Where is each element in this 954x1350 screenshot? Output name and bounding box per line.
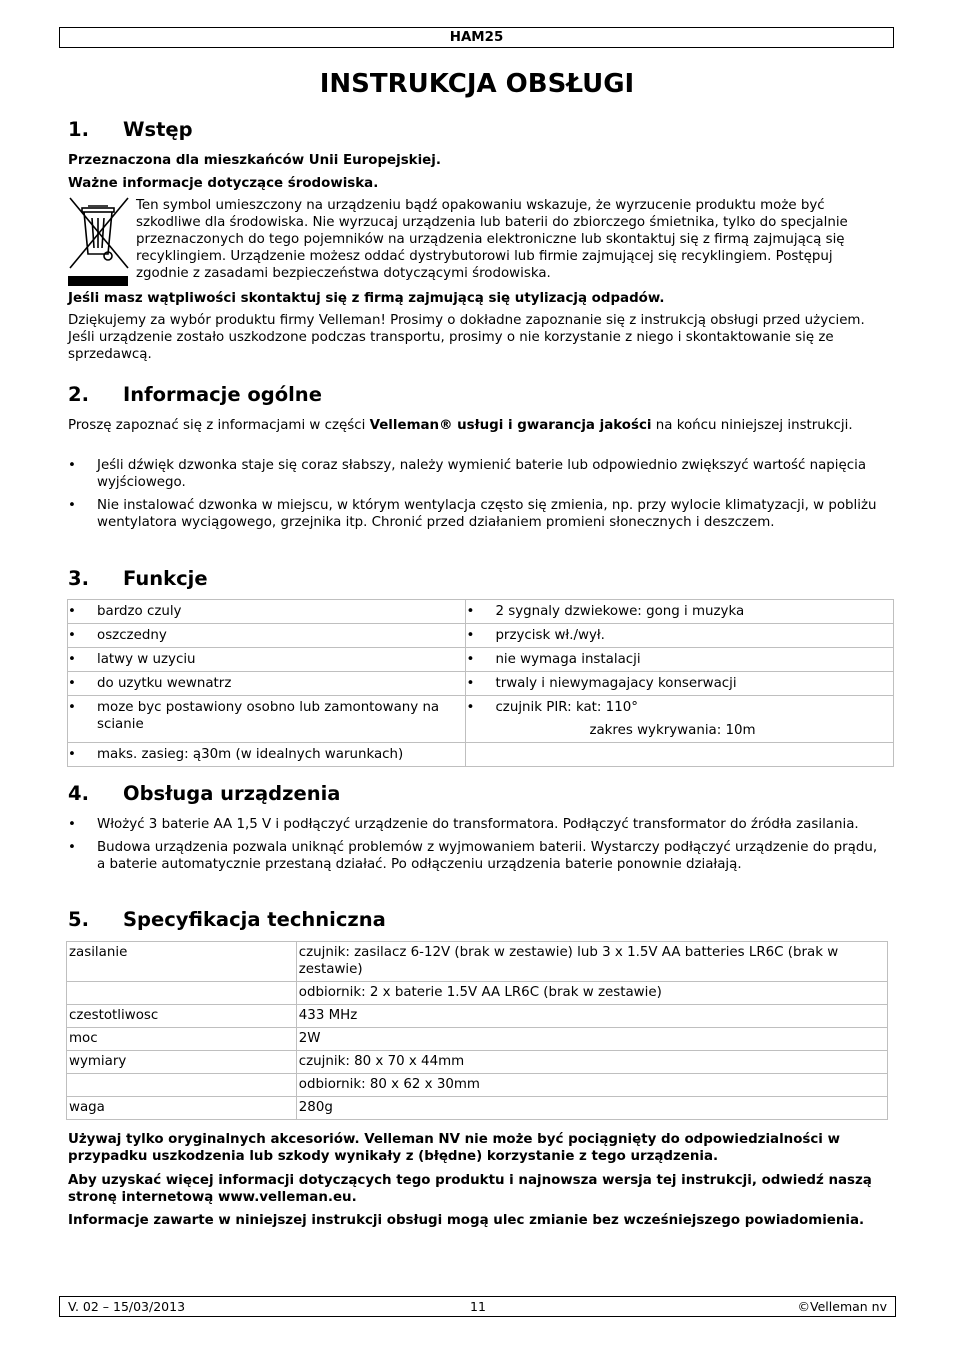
section-heading-operation: 4. Obsługa urządzenia	[68, 782, 341, 805]
page-footer	[59, 1296, 896, 1317]
weee-description: Ten symbol umieszczony na urządzeniu bądź opakowaniu wskazuje, że wyrzucenie produktu może być szkodliwe dla środowiska. Nie wyrzucaj urządzenia lub baterii do zbiorczego śmietnika, tylko do specjalnie przeznaczonych do tego pojemników na urządzenia elektroniczne lub skontaktuj się z firmą zajmującą się recyklingiem. Urządzenie możesz oddać dystrybutorowi lub firmie zajmującej się recyklingiem. Postępuj zgodnie z zasadami bezpieczeństwa dotyczącymi środowiska.	[136, 198, 848, 281]
list-item: • Budowa urządzenia pozwala uniknąć problemów z wyjmowaniem baterii. Wystarczy podłączyć urządzenie do prądu, a baterie automatycznie przestaną działać. Po odłączeniu urządzenia baterie ponownie działają.	[68, 839, 888, 873]
env-notice: Ważne informacje dotyczące środowiska.	[68, 176, 379, 191]
table-row: • maks. zasieg: ą30m (w idealnych warunkach)	[68, 743, 894, 767]
document-title: INSTRUKCJA OBSŁUGI	[319, 69, 635, 99]
section-heading-general: 2. Informacje ogólne	[68, 383, 322, 406]
table-row: odbiornik: 2 x baterie 1.5V AA LR6C (brak w zestawie)	[67, 982, 888, 1005]
section-heading-specs: 5. Specyfikacja techniczna	[68, 908, 386, 931]
table-row: • do uzytku wewnatrz • trwaly i niewymagajacy konserwacji	[68, 672, 894, 696]
section-heading-intro: 1. Wstęp	[68, 118, 193, 141]
table-row: moc 2W	[67, 1028, 888, 1051]
accessories-disclaimer: Używaj tylko oryginalnych akcesoriów. Velleman NV nie może być pociągnięty do odpowiedzialności w przypadku uszkodzenia lub szkody wynikały z (błędne) korzystanie z tego urządzenia.	[68, 1132, 840, 1164]
table-row: czestotliwosc 433 MHz	[67, 1005, 888, 1028]
table-row: odbiornik: 80 x 62 x 30mm	[67, 1074, 888, 1097]
table-row: wymiary czujnik: 80 x 70 x 44mm	[67, 1051, 888, 1074]
warranty-reference: Velleman® usługi i gwarancja jakości	[369, 418, 652, 433]
general-bullet-list	[68, 457, 888, 531]
weee-bin-icon	[68, 196, 130, 288]
specs-table	[66, 941, 888, 1120]
pir-range: zakres wykrywania: 10m	[589, 723, 756, 738]
version-date: V. 02 – 15/03/2013	[68, 1299, 186, 1314]
table-row: waga 280g	[67, 1097, 888, 1120]
eu-notice: Przeznaczona dla mieszkańców Unii Europejskiej.	[68, 153, 441, 168]
operation-bullet-list	[68, 816, 888, 873]
table-row: • latwy w uzyciu • nie wymaga instalacji	[68, 648, 894, 672]
general-reference: Proszę zapoznać się z informacjami w części Velleman® usługi i gwarancja jakości na końcu niniejszej instrukcji.	[68, 418, 853, 433]
table-row: zasilanie czujnik: zasilacz 6-12V (brak w zestawie) lub 3 x 1.5V AA batteries LR6C (brak w zestawie)	[67, 942, 888, 982]
website-notice: Aby uzyskać więcej informacji dotyczących tego produktu i najnowsza wersja tej instrukcji, odwiedź naszą stronę internetową www.velleman.eu.	[68, 1173, 872, 1205]
list-item: • Jeśli dźwięk dzwonka staje się coraz słabszy, należy wymienić baterie lub odpowiednio zwiększyć wartość napięcia wyjściowego.	[68, 457, 888, 491]
thanks-paragraph: Dziękujemy za wybór produktu firmy Velleman! Prosimy o dokładne zapoznanie się z instrukcją obsługi przed użyciem. Jeśli urządzenie zostało uszkodzone podczas transportu, prosimy o nie korzystanie z niego i skontaktowanie się ze sprzedawcą.	[68, 313, 865, 362]
page-header	[59, 27, 894, 48]
list-item: • Nie instalować dzwonka w miejscu, w którym wentylacja często się zmienia, np. przy wylocie klimatyzacji, w pobliżu wentylatora wyciągowego, grzejnika itp. Chronić przed działaniem promieni słonecznych i deszczem.	[68, 497, 888, 531]
section-heading-features: 3. Funkcje	[68, 567, 208, 590]
model-name: HAM25	[449, 30, 504, 45]
table-row: • bardzo czuly • 2 sygnaly dzwiekowe: gong i muzyka	[68, 600, 894, 624]
list-item: • Włożyć 3 baterie AA 1,5 V i podłączyć urządzenie do transformatora. Podłączyć transformator do źródła zasilania.	[68, 816, 888, 833]
copyright: ©Velleman nv	[797, 1299, 887, 1314]
change-notice: Informacje zawarte w niniejszej instrukcji obsługi mogą ulec zmianie bez wcześniejszego powiadomienia.	[68, 1213, 865, 1228]
table-row: • oszczedny • przycisk wł./wył.	[68, 624, 894, 648]
features-table	[67, 599, 894, 767]
doubt-notice: Jeśli masz wątpliwości skontaktuj się z firmą zajmującą się utylizacją odpadów.	[68, 291, 665, 306]
table-row: • moze byc postawiony osobno lub zamontowany na scianie • czujnik PIR: kat: 110° zakres wykrywania: 10m	[68, 696, 894, 743]
page-number: 11	[470, 1299, 486, 1314]
